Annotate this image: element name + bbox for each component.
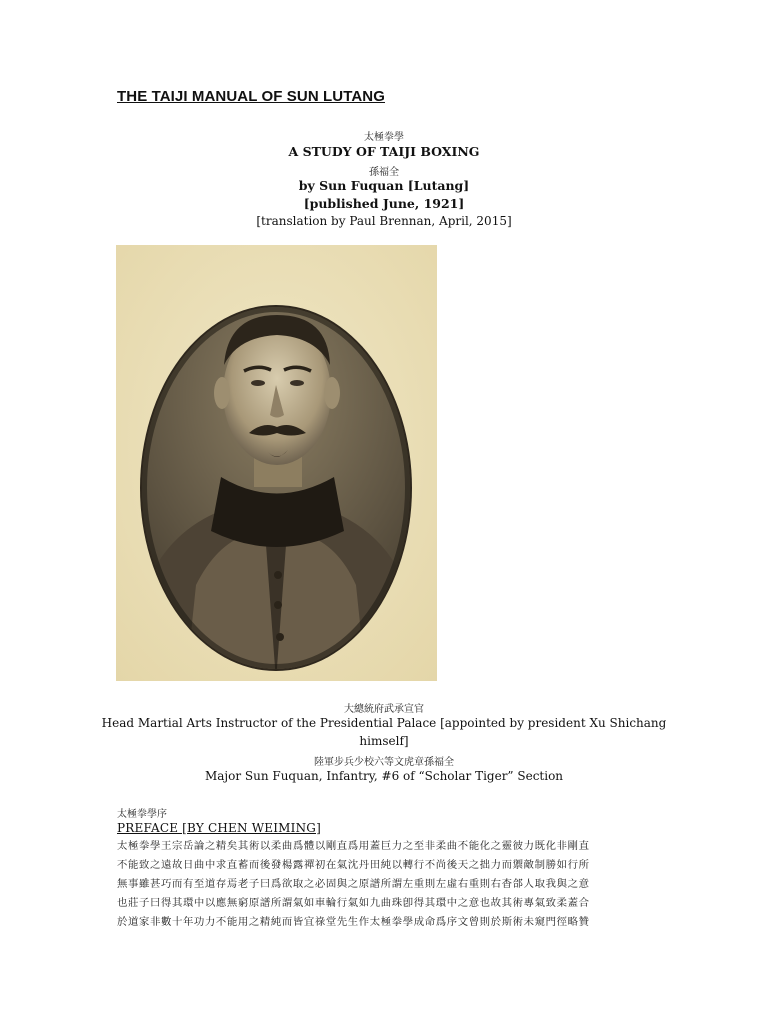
preface-line: 也莊子曰得其環中以應無窮原譜所謂氣如車輪行氣如九曲珠卽得其環中之意也故其術專氣致柔蓋合 xyxy=(117,897,590,909)
preface-heading: PREFACE [BY CHEN WEIMING] xyxy=(117,821,321,835)
subtitle: A STUDY OF TAIJI BOXING xyxy=(288,144,480,159)
preface-line: 無事雖甚巧而有至道存焉老子曰爲欲取之必固與之原譜所謂左重則左虛右重則右杳郃人取我與之意 xyxy=(117,878,590,890)
caption-line-rank: Major Sun Fuquan, Infantry, #6 of “Scholar Tiger” Section xyxy=(204,769,564,783)
caption-line-position: Head Martial Arts Instructor of the Presidential Palace [appointed by president Xu Shichang xyxy=(101,716,667,730)
author-chinese: 孫福全 xyxy=(369,167,399,178)
preface-line: 太極拳學王宗岳論之精矣其術以柔曲爲體以剛直爲用蓋巨力之至非柔曲不能化之靈彼力既化非剛直 xyxy=(117,840,590,852)
chinese-title: 太極拳學 xyxy=(364,132,404,143)
preface-line: 不能致之遠故日曲中求直蓄而後發楊露禪初在氣沈丹田純以轉行不尚後天之拙力而禦敵制勝如行所 xyxy=(117,859,590,871)
caption-chinese-title: 大總統府武承宣官 xyxy=(344,704,424,715)
portrait-photo xyxy=(116,245,437,681)
caption-line-position-cont: himself] xyxy=(359,734,409,748)
preface-line: 於道家非數十年功力不能用之精純而皆宜祿堂先生作太極拳學成命爲序文曾則於斯術未窺門徑略贊 xyxy=(117,916,590,928)
caption-chinese-rank: 陸軍步兵少校六等文虎章孫福全 xyxy=(314,757,454,768)
author-line: by Sun Fuquan [Lutang] xyxy=(298,178,470,193)
translation-line: [translation by Paul Brennan, April, 2015] xyxy=(256,214,512,228)
document-title: THE TAIJI MANUAL OF SUN LUTANG xyxy=(117,88,385,105)
published-line: [published June, 1921] xyxy=(303,196,465,211)
preface-chinese-heading: 太極拳學序 xyxy=(117,809,167,820)
